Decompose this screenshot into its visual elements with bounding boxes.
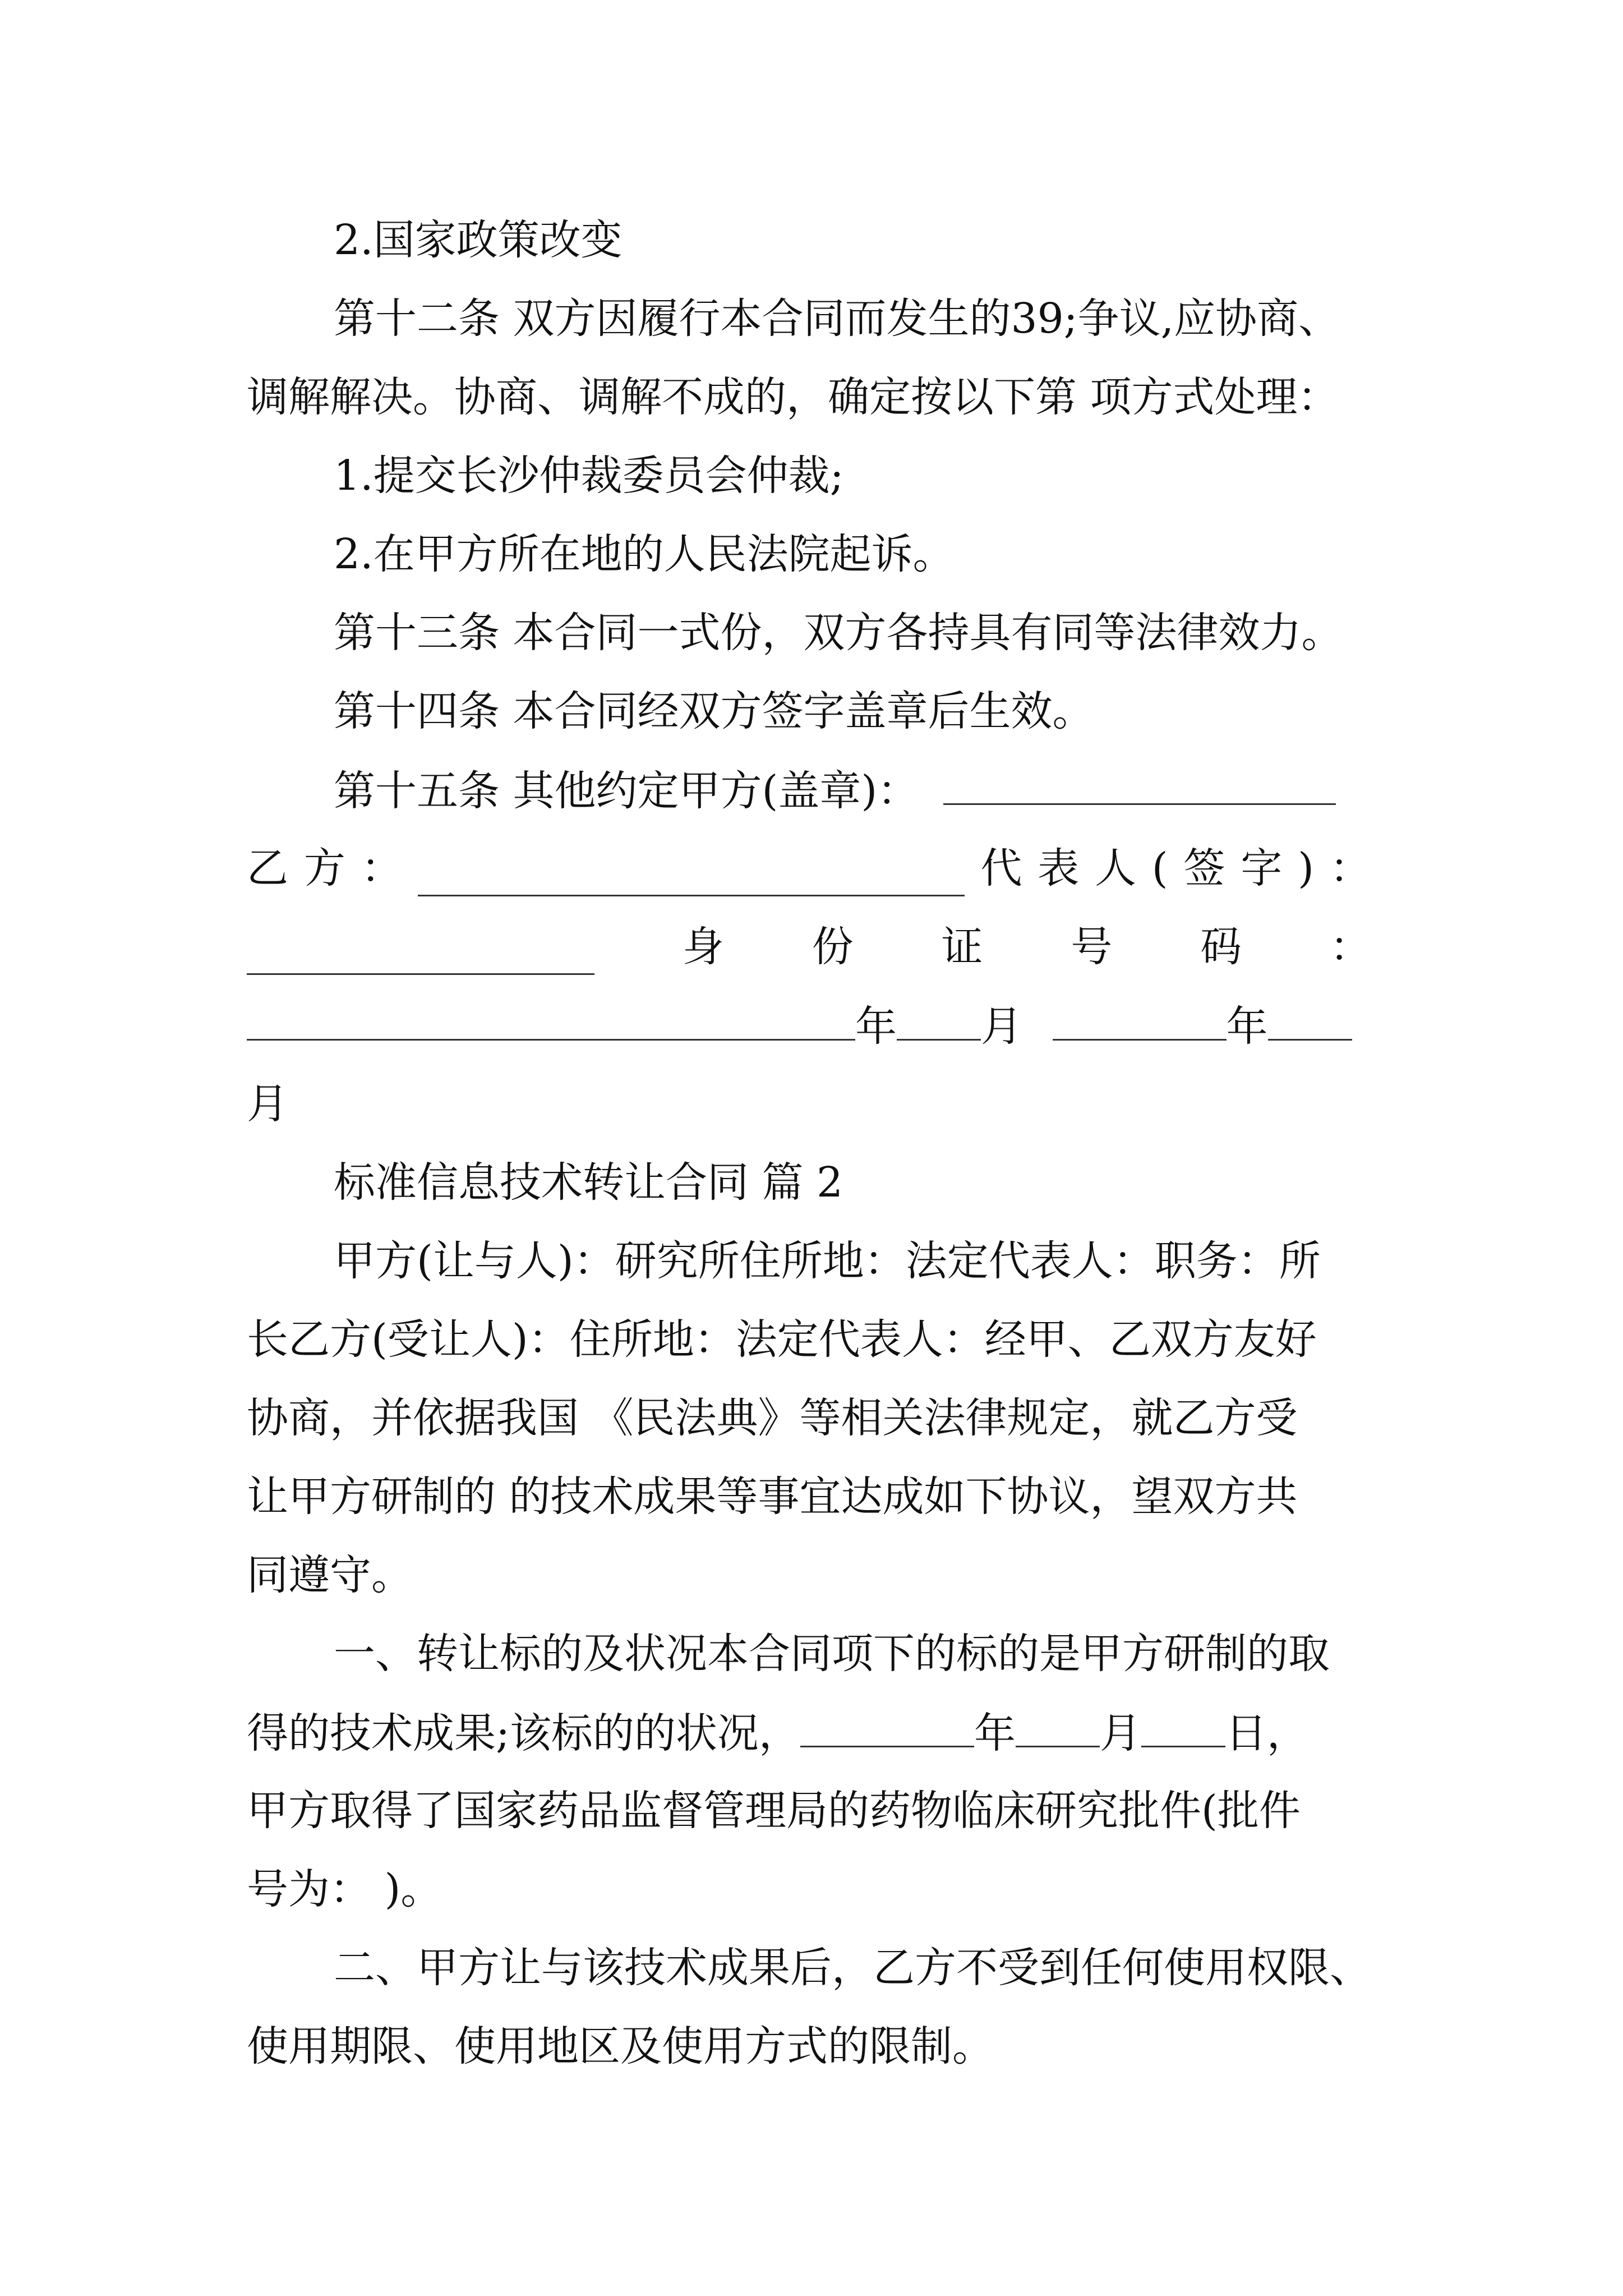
text: 第十三条 本合同一式份，双方各持具有同等法律效力。 <box>334 609 1343 657</box>
paragraph-line <box>247 1312 1317 1368</box>
text: ： <box>1329 923 1371 971</box>
text: 2.国家政策改变 <box>334 216 623 264</box>
text: 年 <box>1226 1002 1268 1051</box>
paragraph-line <box>334 605 1343 661</box>
text: 第十五条 其他约定甲方(盖章)： <box>334 767 919 815</box>
id-number-blank <box>247 997 855 1041</box>
text: 日， <box>1225 1709 1308 1757</box>
paragraph-line <box>334 291 1340 347</box>
text: 1.提交长沙仲裁委员会仲裁; <box>334 452 844 500</box>
text: ： <box>361 844 403 892</box>
text: ： <box>1329 844 1371 892</box>
year-blank <box>800 1704 974 1747</box>
text: ) <box>1298 844 1315 892</box>
paragraph-line <box>247 1704 1308 1760</box>
paragraph-line <box>334 683 1094 739</box>
paragraph-line <box>247 1861 442 1917</box>
party-b-line <box>247 840 1371 896</box>
paragraph-line <box>247 2018 994 2074</box>
text: 一、转让标的及状况本合同项下的标的是甲方研制的取 <box>334 1630 1330 1678</box>
text: 协商，并依据我国 《民法典》等相关法律规定，就乙方受 <box>247 1394 1298 1442</box>
text: 号为： )。 <box>247 1865 442 1913</box>
paragraph-line <box>247 1469 1298 1525</box>
text: 让甲方研制的 的技术成果等事宜达成如下协议，望双方共 <box>247 1473 1298 1521</box>
text: 二、甲方让与该技术成果后，乙方不受到任何使用权限、 <box>334 1944 1371 1992</box>
section-heading <box>334 1154 843 1211</box>
text: 年 <box>974 1709 1016 1757</box>
text: 代 <box>980 844 1022 892</box>
text: 2.在甲方所在地的人民法院起诉。 <box>334 530 955 578</box>
text: 方 <box>303 844 345 892</box>
paragraph-line <box>334 212 623 268</box>
representative-signature-blank <box>247 932 594 975</box>
text: 码 <box>1200 923 1242 971</box>
text: 甲方取得了国家药品监督管理局的药物临床研究批件(批件 <box>247 1787 1301 1835</box>
paragraph-line <box>334 448 844 504</box>
paragraph-line <box>334 1233 1321 1289</box>
paragraph-line <box>247 1783 1301 1839</box>
text: 长乙方(受让人)：住所地：法定代表人：经甲、乙双方友好 <box>247 1315 1317 1364</box>
heading-text: 标准信息技术转让合同 篇 2 <box>334 1158 843 1207</box>
text: 月 <box>247 1080 288 1128</box>
paragraph-line <box>247 1390 1298 1446</box>
party-a-seal-blank <box>943 762 1336 805</box>
text: 月 <box>1099 1709 1141 1757</box>
text: 使用期限、使用地区及使用方式的限制。 <box>247 2022 994 2070</box>
paragraph-line <box>334 762 1336 818</box>
text: 表 <box>1038 844 1080 892</box>
paragraph-line <box>334 1626 1330 1682</box>
paragraph-line <box>247 1076 288 1132</box>
date-line <box>247 997 1371 1053</box>
id-number-line <box>247 919 1371 975</box>
paragraph-line <box>334 526 955 582</box>
text: 甲方(让与人)：研究所住所地：法定代表人：职务：所 <box>334 1237 1321 1285</box>
text: 得的技术成果;该标的的状况， <box>247 1709 800 1757</box>
party-b-blank <box>418 853 965 896</box>
text: 签 <box>1183 844 1225 892</box>
month-blank <box>897 997 981 1041</box>
text: 字 <box>1241 844 1283 892</box>
day-blank <box>1141 1704 1225 1747</box>
text: 号 <box>1071 923 1113 971</box>
text: 年 <box>855 1002 897 1051</box>
paragraph-line <box>247 1547 413 1603</box>
text: 份 <box>811 923 854 971</box>
year-blank <box>1053 997 1227 1041</box>
text: 乙 <box>247 844 288 892</box>
text: 身 <box>682 923 724 971</box>
text: ( <box>1151 844 1168 892</box>
text: 调解解决。协商、调解不成的，确定按以下第 项方式处理： <box>247 373 1339 421</box>
text: 第十二条 双方因履行本合同而发生的39;争议,应协商、 <box>334 295 1340 343</box>
text: 同遵守。 <box>247 1551 413 1599</box>
text: 月 <box>981 1002 1022 1051</box>
paragraph-line <box>247 369 1339 425</box>
month-blank <box>1016 1704 1100 1747</box>
month-blank <box>1268 997 1352 1041</box>
paragraph-line <box>334 1940 1371 1996</box>
text: 人 <box>1094 844 1136 892</box>
text: 第十四条 本合同经双方签字盖章后生效。 <box>334 687 1094 735</box>
text: 证 <box>941 923 983 971</box>
